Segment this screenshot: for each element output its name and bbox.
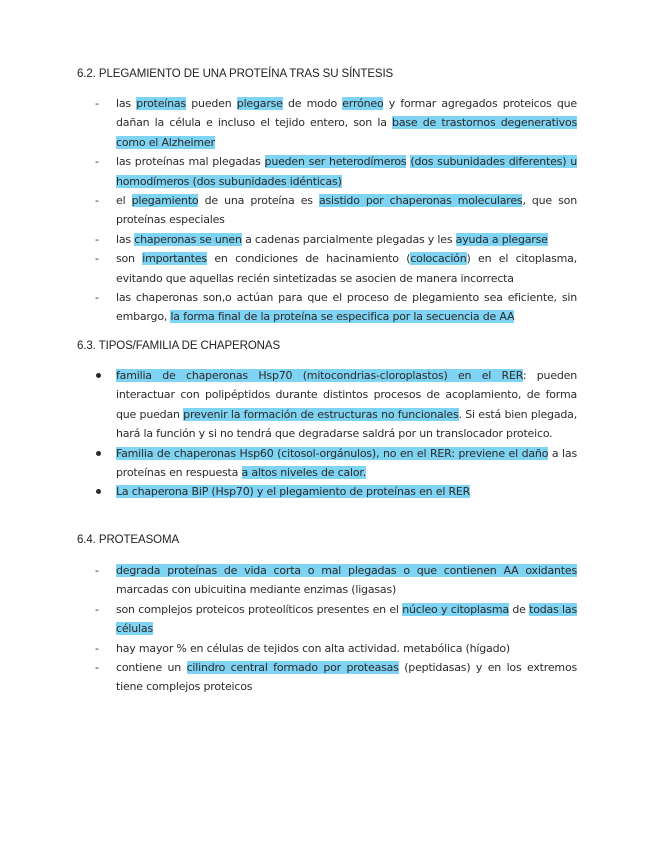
text-run: , que son proteínas especiales (116, 194, 577, 227)
text-run: de (508, 602, 530, 616)
text-run: marcadas con ubicuitina mediante enzimas (ligasas) (116, 583, 397, 597)
list-item (77, 288, 577, 327)
text-run: (peptidasas) y en los extremos tiene complejos proteicos (116, 661, 578, 694)
highlighted-text: (dos subunidades diferentes) u homodímeros (dos subunidades idénticas) (116, 155, 578, 188)
list-item (77, 191, 577, 230)
list-plegamiento (77, 94, 577, 327)
highlighted-text: degrada proteínas de vida corta o mal plegadas o que contienen AA oxidantes (116, 564, 577, 577)
highlighted-text: plegarse (236, 97, 283, 110)
highlighted-text: a altos niveles de calor. (241, 466, 366, 480)
list-item (77, 600, 577, 639)
highlighted-text: prevenir la formación de estructuras no funcionales (183, 407, 459, 421)
list-item (77, 230, 577, 249)
text-run: pueden (186, 97, 237, 110)
section-heading-chaperonas: 6.3. TIPOS/FAMILIA DE CHAPERONAS (77, 340, 281, 352)
text-run: las proteínas mal plegadas (116, 155, 265, 169)
text-run: son (116, 252, 143, 266)
highlighted-text: colocación (410, 252, 467, 266)
highlighted-text: todas las células (116, 602, 577, 636)
highlighted-text: pueden ser heterodímeros (264, 155, 407, 169)
list-proteasoma (77, 561, 577, 697)
list-item (77, 152, 577, 191)
text-run: en condiciones de hacinamiento ( (206, 252, 411, 266)
list-item (77, 482, 577, 501)
dash-marker: - (95, 291, 99, 305)
highlighted-text: base de trastornos degenerativos como el Alzheimer (116, 116, 578, 149)
text-run: a cadenas parcialmente plegadas y les (241, 232, 456, 246)
highlighted-text: la forma final de la proteína se especifica por la secuencia de AA (170, 310, 515, 324)
dash-marker: - (95, 194, 99, 208)
highlighted-text: erróneo (342, 97, 384, 110)
highlighted-text: cilindro central formado por proteasas (186, 661, 399, 675)
dash-marker: - (95, 564, 99, 577)
dash-marker: - (95, 232, 99, 246)
text-run: contiene un (116, 661, 187, 675)
list-item (77, 249, 577, 288)
dash-marker: - (95, 155, 99, 169)
text-run: el (116, 194, 132, 208)
highlighted-text: proteínas (136, 97, 186, 110)
dash-marker: - (95, 252, 99, 266)
section-heading-proteasoma: 6.4. PROTEASOMA (77, 534, 180, 546)
text-run: las (116, 232, 135, 246)
highlighted-text: La chaperona BiP (Hsp70) y el plegamiento de proteínas en el RER (116, 485, 471, 499)
highlighted-text: asistido por chaperonas moleculares (318, 194, 523, 208)
list-item (77, 639, 577, 658)
dash-marker: - (95, 97, 99, 110)
text-run: las (116, 97, 137, 110)
text-run: . Si está bien plegada, hará la función y si no tendrá que degradarse saldrá por un translocador proteico. (116, 407, 577, 441)
text-run: y formar agregados proteicos que dañan la célula e incluso el tejido entero, son la (116, 97, 577, 130)
highlighted-text: chaperonas se unen (134, 232, 242, 246)
dash-marker: - (95, 641, 99, 655)
list-item (77, 366, 577, 444)
text-run: ) en el citoplasma, evitando que aquellas recién sintetizadas se asocien de manera incorrecta (116, 252, 577, 285)
highlighted-text: ayuda a plegarse (455, 232, 548, 246)
bullet-marker (96, 489, 101, 494)
text-run: las chaperonas son,o actúan para que el proceso de plegamiento sea eficiente, sin embargo, (116, 291, 577, 324)
highlighted-text: importantes (142, 252, 207, 266)
text-run: son complejos proteicos proteolíticos presentes en el (116, 602, 403, 616)
text-run: a las proteínas en respuesta (116, 446, 577, 480)
dash-marker: - (95, 661, 99, 675)
list-item (77, 561, 577, 600)
list-item (77, 444, 577, 483)
text-run: hay mayor % en células de tejidos con alta actividad. metabólica (hígado) (116, 641, 510, 655)
highlighted-text: núcleo y citoplasma (402, 602, 509, 616)
section-heading-plegamiento: 6.2. PLEGAMIENTO DE UNA PROTEÍNA TRAS SU SÍNTESIS (77, 68, 394, 80)
text-run: : pueden interactuar con polipéptidos durante distintos procesos de acoplamiento, de forma que puedan (116, 369, 578, 421)
bullet-marker (96, 373, 101, 378)
list-item (77, 658, 577, 697)
dash-marker: - (95, 602, 99, 616)
highlighted-text: Familia de chaperonas Hsp60 (citosol-orgánulos), no en el RER: previene el daño (116, 446, 549, 460)
highlighted-text: plegamiento (131, 194, 199, 208)
list-item (77, 94, 577, 152)
bullet-marker (96, 451, 101, 456)
list-chaperonas (77, 366, 577, 502)
text-run: de una proteína es (198, 194, 319, 208)
highlighted-text: familia de chaperonas Hsp70 (mitocondrias-cloroplastos) en el RER (116, 369, 523, 382)
text-run: de modo (282, 97, 343, 110)
